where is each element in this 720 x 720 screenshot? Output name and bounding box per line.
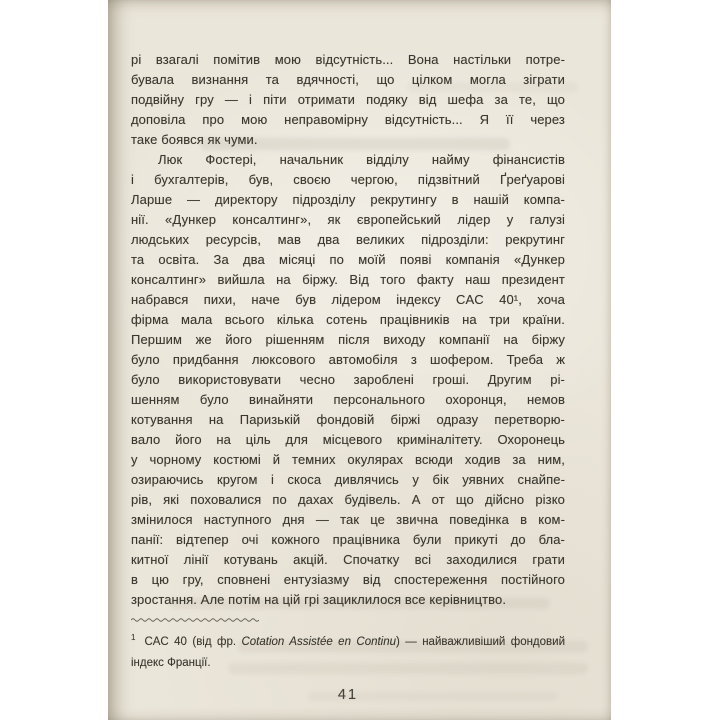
footnote-marker: 1	[131, 633, 136, 642]
body-line: подвійну гру — і піти отримати подяку від шефа за те, що	[131, 92, 565, 107]
body-line: Ларше — директору підрозділу рекрутингу в нашій компа-	[131, 192, 565, 207]
body-line: рі взагалі помітив мою відсутність... Вона настільки потре-	[131, 52, 565, 67]
body-line: котування на Паризькій фондовій біржі одразу перетворю-	[131, 412, 565, 427]
body-line: панії: відтепер очі кожного працівника були прикуті до бла-	[131, 532, 565, 547]
body-line: і бухгалтерів, був, своєю чергою, підзвітний Ґреґуарові	[131, 172, 565, 187]
body-line: у чорному костюмі й темних окулярах всюди ходив за ним,	[131, 452, 565, 467]
footnote-italic-text: Cotation Assistée en Continu	[241, 635, 397, 648]
body-line: нії. «Дункер консалтинг», як європейський лідер у галузі	[131, 212, 565, 227]
body-line: вало його на ціль для місцевого криміналітету. Охоронець	[131, 432, 565, 447]
footnote-separator	[131, 616, 259, 623]
footnote-line: індекс Франції.	[131, 656, 211, 669]
body-line: консалтинг» вийшла на біржу. Від того факту наш президент	[131, 272, 565, 287]
body-line: змінилося наступного дня — так це звична поведінка в ком-	[131, 512, 565, 527]
body-line: бувала визнання та вдячності, що цілком могла зіграти	[131, 72, 565, 87]
body-line: рів, які поховалися по дахах будівель. А от що дійсно різко	[131, 492, 565, 507]
page-number: 41	[337, 686, 359, 703]
body-line: людських ресурсів, мав два великих підрозділи: рекрутинг	[131, 232, 565, 247]
body-line: доповіла про мою неправомірну відсутність... Я її через	[131, 112, 565, 127]
footnote-text: CAC 40 (від фр.	[144, 635, 242, 648]
book-page-scan	[108, 0, 611, 720]
body-line: таке боявся як чуми.	[131, 132, 258, 147]
body-line: було придбання люксового автомобіля з шофером. Треба ж	[131, 352, 565, 367]
body-line: в цю гру, сповнені ентузіазму від спостереження постійного	[131, 572, 565, 587]
body-line: набрався пихи, наче був лідером індексу CAC 40¹, хоча	[131, 292, 565, 307]
body-line: Першим же його рішенням після виходу компанії на біржу	[131, 332, 565, 347]
footnote	[131, 616, 565, 674]
body-line: та освіта. За два місяці по моїй появі компанія «Дункер	[131, 252, 565, 267]
text-block	[131, 50, 565, 703]
body-line: озираючись кругом і скоса дивлячись у бік уявних снайпе-	[131, 472, 565, 487]
body-line: Люк Фостері, начальник відділу найму фінансистів	[158, 152, 565, 167]
footnote-text: ) — найважливіший фондовий	[396, 635, 565, 648]
body-line: китної лінії котувань акцій. Спочатку всі заходилися грати	[131, 552, 565, 567]
body-line: фірма мала всього кілька сотень працівників на три країни.	[131, 312, 565, 327]
body-line: було використовувати чесно зароблені гроші. Другим рі-	[131, 372, 565, 387]
body-line: зростання. Але потім на цій грі зациклилося все керівництво.	[131, 592, 507, 607]
body-line: шенням було винайняти персонального охоронця, немов	[131, 392, 565, 407]
footnote-line	[131, 627, 565, 653]
